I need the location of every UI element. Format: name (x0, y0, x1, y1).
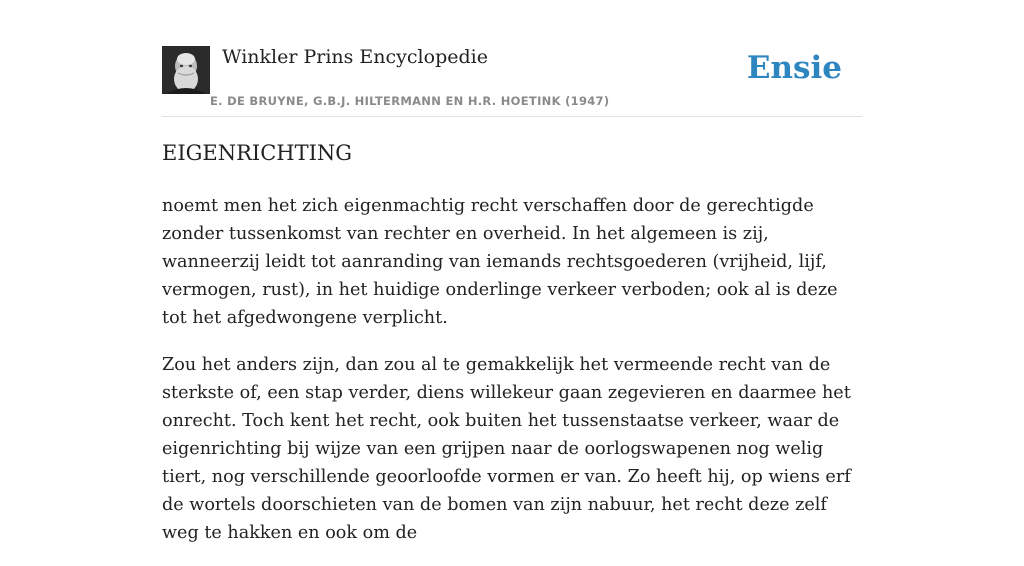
article-paragraph: Zou het anders zijn, dan zou al te gemakkelijk het vermeende recht van de sterkste of, een stap verder, diens willekeur gaan zegevieren en daarmee het onrecht. Toch kent het recht, ook buiten het tussenstaatse verkeer, waar de eigenrichting bij wijze van een grijpen naar de oorlogswapenen nog welig tiert, nog verschillende geoorloofde vormen er van. Zo heeft hij, op wiens erf de wortels doorschieten van de bomen van zijn nabuur, het recht deze zelf weg te hakken en ook om de (162, 355, 851, 543)
site-header (162, 40, 862, 117)
authors-line: E. DE BRUYNE, G.B.J. HILTERMANN EN H.R. HOETINK (1947) (210, 94, 610, 108)
article-body (162, 192, 862, 566)
author-portrait-icon[interactable] (162, 46, 210, 94)
brand-logo[interactable]: Ensie (746, 50, 842, 86)
article-paragraph: noemt men het zich eigenmachtig recht verschaffen door de gerechtigde zonder tussenkomst van rechter en overheid. In het algemeen is zij, wanneerzij leidt tot aanranding van iemands rechtsgoederen (vrijheid, lijf, vermogen, rust), in het huidige onderlinge verkeer verboden; ook al is deze tot het afgedwongene verplicht. (162, 196, 838, 328)
entry-title: EIGENRICHTING (162, 141, 353, 165)
site-title[interactable]: Winkler Prins Encyclopedie (222, 46, 488, 68)
